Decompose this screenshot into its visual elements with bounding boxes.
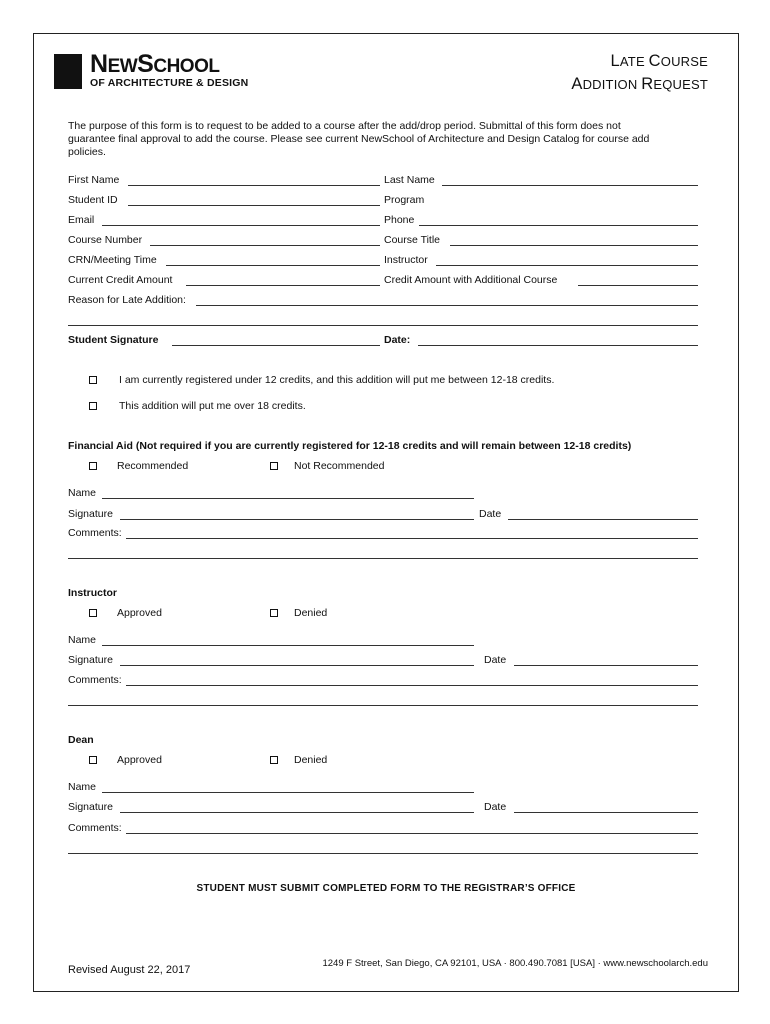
revised-date: Revised August 22, 2017 (68, 964, 191, 976)
program-label: Program (384, 194, 425, 206)
instructor-heading: Instructor (68, 587, 118, 599)
current-credit-label: Current Credit Amount (68, 274, 173, 286)
fa-comments-label: Comments: (68, 527, 122, 539)
reason-field[interactable] (196, 305, 698, 306)
course-title-label: Course Title (384, 234, 441, 246)
instructor-signature-label: Signature (68, 654, 113, 666)
fa-signature-label: Signature (68, 508, 113, 520)
instructor-date-label: Date (484, 654, 507, 666)
under-12-checkbox[interactable] (89, 376, 97, 384)
first-name-field[interactable] (128, 185, 380, 186)
credit-additional-field[interactable] (578, 285, 698, 286)
program-field[interactable] (431, 205, 698, 206)
instructor-comments-field[interactable] (126, 685, 698, 686)
first-name-label: First Name (68, 174, 120, 186)
not-recommended-label: Not Recommended (294, 460, 385, 472)
student-signature-field[interactable] (172, 345, 380, 346)
credit-additional-label: Credit Amount with Additional Course (384, 274, 558, 286)
fa-signature-field[interactable] (120, 519, 474, 520)
form-page (33, 33, 739, 992)
fa-date-label: Date (479, 508, 502, 520)
dean-comments-field[interactable] (126, 833, 698, 834)
instructor-denied-label: Denied (294, 607, 328, 619)
instructor-label: Instructor (384, 254, 428, 266)
crn-label: CRN/Meeting Time (68, 254, 157, 266)
current-credit-field[interactable] (186, 285, 380, 286)
dean-comments-field-line-2[interactable] (68, 853, 698, 854)
reason-label: Reason for Late Addition: (68, 294, 186, 306)
instructor-name-label: Name (68, 634, 97, 646)
dean-date-field[interactable] (514, 812, 698, 813)
dean-approved-label: Approved (117, 754, 162, 766)
instructor-signature-field[interactable] (120, 665, 474, 666)
dean-name-label: Name (68, 781, 97, 793)
fa-comments-field[interactable] (126, 538, 698, 539)
dean-comments-label: Comments: (68, 822, 122, 834)
student-id-field[interactable] (128, 205, 380, 206)
over-18-label: This addition will put me over 18 credits. (119, 400, 306, 412)
intro-line-1: The purpose of this form is to request to be added to a course after the add/drop period. Submittal of this form does not (68, 120, 621, 132)
fa-name-label: Name (68, 487, 97, 499)
student-id-label: Student ID (68, 194, 118, 206)
form-title-line1: LATE COURSE (610, 52, 708, 70)
student-date-label: Date: (384, 334, 411, 346)
instructor-comments-label: Comments: (68, 674, 122, 686)
submit-note: STUDENT MUST SUBMIT COMPLETED FORM TO THE REGISTRAR’S OFFICE (196, 883, 576, 894)
logo-wordmark: NEWSCHOOL (90, 50, 220, 78)
intro-line-3: policies. (68, 146, 106, 158)
recommended-label: Recommended (117, 460, 189, 472)
crn-field[interactable] (166, 265, 380, 266)
last-name-field[interactable] (442, 185, 698, 186)
dean-signature-field[interactable] (120, 812, 474, 813)
dean-denied-checkbox[interactable] (270, 756, 278, 764)
email-field[interactable] (102, 225, 380, 226)
dean-approved-checkbox[interactable] (89, 756, 97, 764)
student-signature-label: Student Signature (68, 334, 159, 346)
form-title-line2: ADDITION REQUEST (571, 75, 708, 93)
phone-field[interactable] (419, 225, 698, 226)
course-number-label: Course Number (68, 234, 143, 246)
dean-signature-label: Signature (68, 801, 113, 813)
not-recommended-checkbox[interactable] (270, 462, 278, 470)
course-title-field[interactable] (450, 245, 698, 246)
instructor-comments-field-line-2[interactable] (68, 705, 698, 706)
footer-address: 1249 F Street, San Diego, CA 92101, USA · 800.490.7081 [USA] · www.newschoolarch.edu (322, 958, 708, 969)
recommended-checkbox[interactable] (89, 462, 97, 470)
financial-aid-heading: Financial Aid (Not required if you are currently registered for 12-18 credits and will remain between 12-18 credits) (68, 440, 632, 452)
logo-mark (54, 54, 82, 89)
fa-comments-field-line-2[interactable] (68, 558, 698, 559)
reason-field-line-2[interactable] (68, 325, 698, 326)
instructor-approved-label: Approved (117, 607, 162, 619)
instructor-denied-checkbox[interactable] (270, 609, 278, 617)
instructor-field[interactable] (436, 265, 698, 266)
phone-label: Phone (384, 214, 415, 226)
student-date-field[interactable] (418, 345, 698, 346)
instructor-name-field[interactable] (102, 645, 474, 646)
course-number-field[interactable] (150, 245, 380, 246)
dean-denied-label: Denied (294, 754, 328, 766)
instructor-date-field[interactable] (514, 665, 698, 666)
under-12-label: I am currently registered under 12 credits, and this addition will put me between 12-18 credits. (119, 374, 555, 386)
over-18-checkbox[interactable] (89, 402, 97, 410)
last-name-label: Last Name (384, 174, 435, 186)
intro-line-2: guarantee final approval to add the course. Please see current NewSchool of Architecture and Design Catalog for course add (68, 133, 650, 145)
dean-date-label: Date (484, 801, 507, 813)
dean-heading: Dean (68, 734, 94, 746)
fa-name-field[interactable] (102, 498, 474, 499)
fa-date-field[interactable] (508, 519, 698, 520)
email-label: Email (68, 214, 95, 226)
dean-name-field[interactable] (102, 792, 474, 793)
logo-subtitle: OF ARCHITECTURE & DESIGN (90, 77, 249, 89)
instructor-approved-checkbox[interactable] (89, 609, 97, 617)
